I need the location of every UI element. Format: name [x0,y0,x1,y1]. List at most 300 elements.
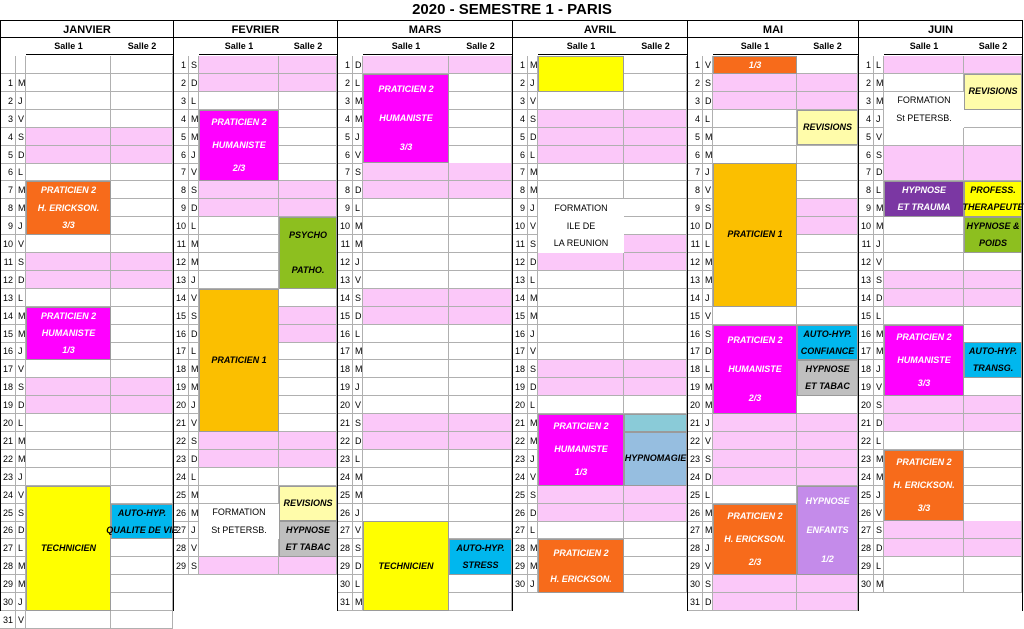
room2-cell[interactable] [111,325,173,343]
room2-cell[interactable] [964,521,1022,539]
room2-cell[interactable] [624,235,687,253]
room2-cell[interactable] [111,217,173,235]
room2-cell[interactable] [111,289,173,307]
event-block[interactable] [199,289,279,432]
room2-cell[interactable] [624,110,687,128]
room2-cell[interactable] [624,146,687,164]
room2-cell[interactable] [111,199,173,217]
room1-cell[interactable] [713,593,797,611]
event-block[interactable] [797,360,858,396]
day-letter: M [528,414,538,432]
room2-cell[interactable] [964,325,1022,343]
room1-cell[interactable] [884,235,964,253]
event-block[interactable] [713,163,797,306]
event-block[interactable] [884,450,964,522]
event-block[interactable] [538,414,624,486]
room2-cell[interactable] [279,468,337,486]
room1-cell[interactable] [26,611,111,629]
room1-cell[interactable] [884,74,964,92]
room1-cell[interactable] [884,289,964,307]
room2-cell[interactable] [111,110,173,128]
room2-cell[interactable] [449,217,512,235]
room2-cell[interactable] [624,217,687,235]
room2-cell[interactable] [449,181,512,199]
event-block[interactable] [964,181,1022,217]
room1-cell[interactable] [363,378,449,396]
room1-cell[interactable] [199,217,279,235]
room2-cell[interactable] [449,253,512,271]
room2-cell[interactable] [449,74,512,92]
room2-cell[interactable] [797,450,858,468]
room1-cell[interactable] [26,146,111,164]
room2-cell[interactable] [279,163,337,181]
room2-cell[interactable] [964,450,1022,468]
room2-cell[interactable] [449,468,512,486]
room1-cell[interactable] [538,396,624,414]
room2-cell[interactable] [797,199,858,217]
room2-cell[interactable] [449,325,512,343]
room2-cell[interactable] [624,342,687,360]
event-block[interactable] [26,486,111,611]
room1-cell[interactable] [538,271,624,289]
room1-cell[interactable] [199,253,279,271]
room2-cell[interactable] [111,92,173,110]
event-block[interactable] [884,92,964,128]
room2-cell[interactable] [279,342,337,360]
room2-cell[interactable] [624,271,687,289]
room2-cell[interactable] [111,74,173,92]
room2-cell[interactable] [279,450,337,468]
month-divider [173,20,174,611]
room2-cell[interactable] [624,163,687,181]
room2-cell[interactable] [624,504,687,522]
room2-cell[interactable] [449,360,512,378]
day-letter: M [874,92,884,110]
room2-cell[interactable] [111,235,173,253]
room1-cell[interactable] [713,486,797,504]
room2-cell[interactable] [964,468,1022,486]
event-label: 3/3 [917,377,931,388]
room1-cell[interactable] [199,235,279,253]
room1-cell[interactable] [538,325,624,343]
room2-cell[interactable] [964,539,1022,557]
room1-cell[interactable] [363,217,449,235]
room2-cell[interactable] [797,396,858,414]
room2-cell[interactable] [449,271,512,289]
room2-cell[interactable] [624,575,687,593]
room2-cell[interactable] [964,146,1022,164]
room2-cell[interactable] [797,271,858,289]
room2-cell[interactable] [111,414,173,432]
event-block[interactable] [199,110,279,182]
room2-cell[interactable] [279,378,337,396]
day-number: 5 [687,128,703,146]
room2-cell[interactable] [279,414,337,432]
room1-cell[interactable] [26,450,111,468]
room2-cell[interactable] [964,378,1022,396]
room2-cell[interactable] [964,253,1022,271]
day-letter: V [874,128,884,146]
room2-cell[interactable] [797,74,858,92]
room2-cell[interactable] [797,289,858,307]
room2-cell[interactable] [449,163,512,181]
room1-cell[interactable] [363,307,449,325]
room2-cell[interactable] [111,611,173,629]
room1-cell[interactable] [26,271,111,289]
event-block[interactable] [964,217,1022,253]
room2-cell[interactable] [624,360,687,378]
room1-cell[interactable] [884,396,964,414]
room1-cell[interactable] [884,432,964,450]
room1-cell[interactable] [884,557,964,575]
room1-cell[interactable] [199,74,279,92]
event-block[interactable] [713,56,797,74]
room2-cell[interactable] [111,360,173,378]
room2-cell[interactable] [449,56,512,74]
room2-cell[interactable] [111,56,173,74]
room2-cell[interactable] [797,56,858,74]
room2-cell[interactable] [111,432,173,450]
event-block[interactable] [279,486,337,522]
room1-cell[interactable] [199,539,279,557]
room1-cell[interactable] [26,360,111,378]
room1-cell[interactable] [884,307,964,325]
event-block[interactable] [279,521,337,557]
room2-cell[interactable] [279,289,337,307]
room1-cell[interactable] [199,557,279,575]
room2-cell[interactable] [964,396,1022,414]
room1-cell[interactable] [363,486,449,504]
room2-cell[interactable] [279,56,337,74]
room1-cell[interactable] [363,181,449,199]
room2-cell[interactable] [111,539,173,557]
day-number: 25 [687,486,703,504]
room2-cell[interactable] [624,325,687,343]
room2-cell[interactable] [449,593,512,611]
room1-cell[interactable] [26,468,111,486]
room1-cell[interactable] [538,163,624,181]
room1-cell[interactable] [363,414,449,432]
room2-cell[interactable] [449,110,512,128]
room1-cell[interactable] [26,253,111,271]
room2-cell[interactable] [964,110,1022,128]
room2-cell[interactable] [964,486,1022,504]
room1-cell[interactable] [538,360,624,378]
room2-cell[interactable] [449,575,512,593]
room2-cell[interactable] [111,450,173,468]
room2-cell[interactable] [624,92,687,110]
room1-cell[interactable] [363,360,449,378]
event-block[interactable] [106,504,178,540]
room2-cell[interactable] [797,432,858,450]
room1-cell[interactable] [538,92,624,110]
room2-cell[interactable] [449,450,512,468]
event-block[interactable] [538,199,624,253]
room2-cell[interactable] [964,432,1022,450]
event-block[interactable] [279,217,337,289]
room2-cell[interactable] [111,378,173,396]
room2-cell[interactable] [449,199,512,217]
room2-cell[interactable] [279,110,337,128]
room1-cell[interactable] [199,271,279,289]
room1-cell[interactable] [363,163,449,181]
room1-cell[interactable] [713,432,797,450]
room2-cell[interactable] [111,575,173,593]
room2-cell[interactable] [111,468,173,486]
room2-cell[interactable] [624,521,687,539]
room1-cell[interactable] [363,253,449,271]
room2-cell[interactable] [964,575,1022,593]
day-number: 6 [173,146,189,164]
room1-cell[interactable] [199,181,279,199]
event-block[interactable] [26,181,111,235]
room1-cell[interactable] [884,575,964,593]
room2-cell[interactable] [797,307,858,325]
room2-cell[interactable] [964,271,1022,289]
room2-cell[interactable] [449,92,512,110]
room2-cell[interactable] [624,253,687,271]
room1-cell[interactable] [538,307,624,325]
room2-cell[interactable] [449,235,512,253]
room2-cell[interactable] [797,146,858,164]
event-block[interactable] [797,325,858,361]
event-block[interactable] [713,325,797,415]
room1-cell[interactable] [713,110,797,128]
room2-cell[interactable] [964,128,1022,146]
room2-cell[interactable] [449,342,512,360]
room1-cell[interactable] [363,396,449,414]
room1-cell[interactable] [713,74,797,92]
room1-cell[interactable] [538,253,624,271]
room1-cell[interactable] [363,468,449,486]
room1-cell[interactable] [363,235,449,253]
day-number: 3 [337,92,353,110]
room2-cell[interactable] [111,307,173,325]
room2-cell[interactable] [279,128,337,146]
room2-cell[interactable] [449,521,512,539]
room1-cell[interactable] [363,450,449,468]
room1-cell[interactable] [363,432,449,450]
room2-cell[interactable] [449,504,512,522]
room1-cell[interactable] [884,253,964,271]
room2-cell[interactable] [279,181,337,199]
event-block[interactable] [538,56,624,92]
room2-cell[interactable] [449,432,512,450]
event-block[interactable] [363,74,449,164]
room1-cell[interactable] [884,146,964,164]
room1-cell[interactable] [26,289,111,307]
room2-cell[interactable] [111,557,173,575]
room2-cell[interactable] [449,128,512,146]
room2-cell[interactable] [449,486,512,504]
room1-cell[interactable] [884,521,964,539]
room2-cell[interactable] [624,199,687,217]
room1-cell[interactable] [884,217,964,235]
room1-cell[interactable] [713,92,797,110]
room2-cell[interactable] [111,593,173,611]
room2-cell[interactable] [111,253,173,271]
room1-cell[interactable] [884,56,964,74]
room1-cell[interactable] [713,575,797,593]
room1-cell[interactable] [713,450,797,468]
room2-cell[interactable] [111,181,173,199]
room2-cell[interactable] [797,235,858,253]
room1-cell[interactable] [199,486,279,504]
room1-cell[interactable] [26,56,111,74]
room1-cell[interactable] [26,128,111,146]
event-block[interactable] [884,181,964,217]
room1-cell[interactable] [199,450,279,468]
room2-cell[interactable] [797,253,858,271]
room2-cell[interactable] [279,92,337,110]
event-block[interactable] [363,521,449,611]
room2-cell[interactable] [964,504,1022,522]
room1-cell[interactable] [538,342,624,360]
room1-cell[interactable] [363,271,449,289]
room1-cell[interactable] [26,163,111,181]
room2-cell[interactable] [624,56,687,74]
room2-cell[interactable] [279,74,337,92]
event-block[interactable] [538,539,624,593]
room2-cell[interactable] [797,163,858,181]
room1-cell[interactable] [26,74,111,92]
room2-cell[interactable] [449,307,512,325]
room1-cell[interactable] [713,414,797,432]
event-block[interactable] [797,486,858,576]
room2-cell[interactable] [111,486,173,504]
room1-cell[interactable] [538,181,624,199]
room2-cell[interactable] [797,217,858,235]
room2-cell[interactable] [964,307,1022,325]
event-block[interactable] [624,414,687,432]
room2-cell[interactable] [964,289,1022,307]
room2-cell[interactable] [797,575,858,593]
room2-cell[interactable] [624,181,687,199]
event-block[interactable] [713,504,797,576]
room2-cell[interactable] [624,307,687,325]
room1-cell[interactable] [884,271,964,289]
room1-cell[interactable] [884,128,964,146]
room2-cell[interactable] [279,307,337,325]
event-block[interactable] [964,74,1022,110]
room1-cell[interactable] [199,56,279,74]
room2-cell[interactable] [111,163,173,181]
room2-cell[interactable] [449,146,512,164]
room2-cell[interactable] [279,557,337,575]
room1-cell[interactable] [713,307,797,325]
room2-cell[interactable] [797,92,858,110]
room1-cell[interactable] [884,539,964,557]
room2-cell[interactable] [797,181,858,199]
room1-cell[interactable] [199,92,279,110]
room1-cell[interactable] [538,128,624,146]
event-block[interactable] [624,432,687,486]
room1-cell[interactable] [713,468,797,486]
room1-cell[interactable] [538,378,624,396]
room1-cell[interactable] [26,432,111,450]
room1-cell[interactable] [363,325,449,343]
room2-cell[interactable] [449,414,512,432]
room1-cell[interactable] [363,342,449,360]
room1-cell[interactable] [199,432,279,450]
room1-cell[interactable] [26,414,111,432]
room1-cell[interactable] [26,396,111,414]
room1-cell[interactable] [713,146,797,164]
room1-cell[interactable] [884,414,964,432]
room2-cell[interactable] [964,414,1022,432]
room2-cell[interactable] [111,128,173,146]
room2-cell[interactable] [111,396,173,414]
room2-cell[interactable] [624,289,687,307]
room2-cell[interactable] [279,360,337,378]
event-block[interactable] [449,539,512,575]
event-block[interactable] [199,504,279,540]
room2-cell[interactable] [797,468,858,486]
room1-cell[interactable] [363,504,449,522]
room2-cell[interactable] [111,271,173,289]
room1-cell[interactable] [538,289,624,307]
room1-cell[interactable] [884,163,964,181]
room1-cell[interactable] [713,128,797,146]
room2-cell[interactable] [449,378,512,396]
room2-cell[interactable] [624,539,687,557]
room2-cell[interactable] [279,432,337,450]
room1-cell[interactable] [538,504,624,522]
room1-cell[interactable] [199,199,279,217]
day-letter: J [353,253,363,271]
event-label: AUTO-HYP. [803,328,852,339]
event-block[interactable] [884,325,964,397]
room2-cell[interactable] [624,74,687,92]
room2-cell[interactable] [964,56,1022,74]
event-block[interactable] [797,110,858,146]
room2-cell[interactable] [624,128,687,146]
room1-cell[interactable] [538,110,624,128]
room2-cell[interactable] [797,414,858,432]
room1-cell[interactable] [26,235,111,253]
room2-cell[interactable] [624,396,687,414]
room1-cell[interactable] [26,92,111,110]
room1-cell[interactable] [363,56,449,74]
event-block[interactable] [26,307,111,361]
room2-cell[interactable] [279,325,337,343]
room2-cell[interactable] [279,396,337,414]
room1-cell[interactable] [538,521,624,539]
room2-cell[interactable] [449,289,512,307]
room2-cell[interactable] [279,199,337,217]
room1-cell[interactable] [538,486,624,504]
room2-cell[interactable] [449,396,512,414]
room1-cell[interactable] [199,468,279,486]
room2-cell[interactable] [964,163,1022,181]
room2-cell[interactable] [624,557,687,575]
room1-cell[interactable] [538,146,624,164]
room2-cell[interactable] [624,378,687,396]
room2-cell[interactable] [111,146,173,164]
room1-cell[interactable] [26,378,111,396]
day-letter: L [874,307,884,325]
room2-cell[interactable] [964,557,1022,575]
event-block[interactable] [964,342,1022,378]
day-number: 24 [858,468,874,486]
room1-cell[interactable] [363,199,449,217]
room2-cell[interactable] [279,146,337,164]
room1-cell[interactable] [26,110,111,128]
room2-cell[interactable] [624,486,687,504]
room2-cell[interactable] [797,593,858,611]
room1-cell[interactable] [363,289,449,307]
room2-cell[interactable] [111,342,173,360]
